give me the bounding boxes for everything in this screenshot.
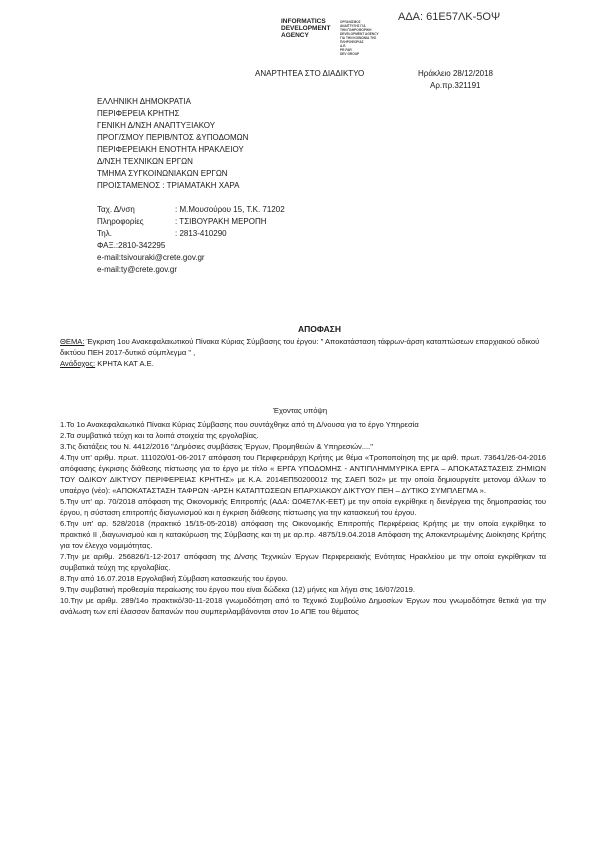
header-line: ΠΕΡΙΦΕΡΕΙΑΚΗ ΕΝΟΤΗΤΑ ΗΡΑΚΛΕΙΟΥ	[97, 145, 244, 154]
email-2[interactable]: e-mail:ty@crete.gov.gr	[97, 265, 177, 274]
header-line: ΕΛΛΗΝΙΚΗ ΔΗΜΟΚΡΑΤΙΑ	[97, 97, 191, 106]
logo-seal-text: ΟΡΓΑΝΙΣΜΟΣ ΑΝΑΠΤΥΞΗΣ ΓΙΑ ΤΗΝ ΠΛΗΡΟΦΟΡΙΚΗ DEVELOPMENT AGENCY ΓΙΑ ΤΗΝ ΚΟΙΝΩΝΙΑ ΤΗΣ ΠΛΗΡΟΦΟΡΙΑΣ Α.Ε. PR FAR DEV GROUP	[340, 20, 379, 56]
subject-text: Έγκριση 1ου Ανακεφαλαιωτικού Πίνακα Κύριας Σύμβασης του έργου: " Αποκατάσταση τάφρων-άρση καταπτώσεων επαρχιακού οδικού δικτύου ΠΕΗ 2017-δυτικό σύμπλεγμα " ,	[60, 337, 540, 357]
list-item: 1.Το 1ο Ανακεφαλαιωτικό Πίνακα Κύριας Σύμβασης που συντάχθηκε από τη Δ/νουσα για το έργο Υπηρεσία	[60, 420, 419, 429]
contact-key: Τηλ.	[97, 229, 112, 238]
contact-value: : Μ.Μουσούρου 15, Τ.Κ. 71202	[175, 205, 285, 214]
considerations-list	[60, 419, 546, 617]
logo-name	[281, 18, 339, 40]
contact-value: : 2813-410290	[175, 229, 227, 238]
contact-key: Πληροφορίες	[97, 217, 144, 226]
posting-notice: ΑΝΑΡΤΗΤΕΑ ΣΤΟ ΔΙΑΔΙΚΤΥΟ	[255, 69, 365, 78]
protocol-number: Αρ.πρ.321191	[430, 81, 481, 90]
header-line: ΤΜΗΜΑ ΣΥΓΚΟΙΝΩΝΙΑΚΩΝ ΕΡΓΩΝ	[97, 169, 228, 178]
contractor-label: Ανάδοχος:	[60, 359, 96, 368]
fax-number: ΦΑΞ.:2810-342295	[97, 241, 166, 250]
issuer-header	[97, 96, 248, 192]
considering-heading: Έχοντας υπόψη	[273, 406, 328, 415]
list-item: 6.Την υπ' αρ. 528/2018 (πρακτικό 15/15-05-2018) απόφαση της Οικονομικής Επιτροπής Περιφέρειας Κρήτης με την οποία εγκρίθηκε το πρακτικό ΙΙ ,διαγωνισμού και η κατακύρωση της Σύμβασης και τη με αρ.πρ. 4875/19.04.2018 Απόφαση της Αποκεντρωμένης Διοίκησης Κρήτης για τον έλεγχο νομιμότητας.	[60, 519, 546, 550]
contractor-name: ΚΡΗΤΑ ΚΑΤ Α.Ε.	[95, 359, 154, 368]
header-line: ΓΕΝΙΚΗ Δ/ΝΣΗ ΑΝΑΠΤΥΞΙΑΚΟΥ	[97, 121, 216, 130]
contact-row	[97, 216, 285, 228]
logo-line-3: AGENCY	[281, 32, 309, 40]
header-line: ΠΡΟΙΣΤΑΜΕΝΟΣ : ΤΡΙΑΜΑΤΑΚΗ ΧΑΡΑ	[97, 181, 240, 190]
list-item: 10.Την με αριθμ. 289/14ο πρακτικό/30-11-2018 γνωμοδότηση από το Τεχνικό Συμβούλιο Δημοσίων Έργων που γνωμοδότησε θετικά για την ανάλωση των επί έλασσον δαπανών που συμπεριλαμβάνονται στον 1ο ΑΠΕ του θέματος	[60, 596, 546, 616]
list-item: 4.Την υπ' αριθμ. πρωτ. 111020/01-06-2017 απόφαση του Περιφερειάρχη Κρήτης με θέμα «Τροποποίηση της με αριθ. πρωτ. 73641/26-04-2016 απόφασης έγκρισης διάθεσης πίστωσης για το έργο με τίτλο « ΕΡΓΑ ΥΠΟΔΟΜΗΣ - ΑΝΤΙΠΛΗΜΜΥΡΙΚΑ ΕΡΓΑ – ΑΠΟΚΑΤΑΣΤΑΣΕΙΣ ΖΗΜΙΩΝ ΤΟΥ ΟΔΙΚΟΥ ΔΙΚΤΥΟΥ ΠΕΡΙΦΕΡΕΙΑΣ ΚΡΗΤΗΣ» με Κ.Α. 2014ΕΠ50200012 της ΣΑΕΠ 502» με την οποία δημιουργείτε μετονομ άλλων το υπαέργο (νέο): «ΑΠΟΚΑΤΑΣΤΑΣΗ ΤΑΦΡΩΝ -ΑΡΣΗ ΚΑΤΑΠΤΩΣΕΩΝ ΕΠΑΡΧΙΑΚΟΥ ΔΙΚΤΥΟΥ ΠΕΗ – ΔΥΤΙΚΟ ΣΥΜΠΛΕΓΜΑ ».	[60, 453, 546, 495]
list-item: 2.Τα συμβατικά τεύχη και τα λοιπά στοιχεία της εργολαβίας.	[60, 431, 259, 440]
list-item: 8.Την από 16.07.2018 Εργολαβική Σύμβαση κατασκευής του έργου.	[60, 574, 288, 583]
logo-line-2: DEVELOPMENT	[281, 25, 331, 33]
contact-key: Ταχ. Δ/νση	[97, 205, 135, 214]
email-1[interactable]: e-mail:tsivouraki@crete.gov.gr	[97, 253, 205, 262]
subject-block	[60, 336, 546, 369]
contact-details	[97, 204, 285, 276]
header-line: Δ/ΝΣΗ ΤΕΧΝΙΚΩΝ ΕΡΓΩΝ	[97, 157, 193, 166]
header-line: ΠΡΟΓ/ΣΜΟΥ ΠΕΡΙΒ/ΝΤΟΣ &ΥΠΟΔΟΜΩΝ	[97, 133, 249, 142]
list-item: 7.Την με αριθμ. 256826/1-12-2017 απόφαση της Δ/νσης Τεχνικών Έργων Περιφερειακής Ενότητας Ηρακλείου με την οποία εγκρίθηκαν τα συμβατικά τεύχη της εργολαβίας.	[60, 552, 546, 572]
list-item: 9.Την συμβατική προθεσμία περαίωσης του έργου που είναι δώδεκα (12) μήνες και λήγει στις 16/07/2019.	[60, 585, 415, 594]
logo-line-1: INFORMATICS	[281, 18, 326, 25]
list-item: 3.Τις διατάξεις του Ν. 4412/2016 "Δημόσιες συμβάσεις Έργων, Προμηθειών & Υπηρεσιών...."	[60, 442, 373, 451]
contact-value: : ΤΣΙΒΟΥΡΑΚΗ ΜΕΡΟΠΗ	[175, 217, 267, 226]
list-item: 5.Την υπ' αρ. 70/2018 απόφαση της Οικονομικής Επιτροπής (ΑΔΑ: Ω04Ε7ΛΚ-ΕΕΤ) με την οποία εγκρίθηκε η διενέργεια της δημοπρασίας του έργου, η σύσταση επιτροπής διαγωνισμού και η έγκριση διάθεσης πίστωσης για την κατασκευή του έργου.	[60, 497, 546, 517]
document-date: Ηράκλειο 28/12/2018	[418, 69, 494, 78]
contact-row	[97, 204, 285, 216]
decision-title: ΑΠΟΦΑΣΗ	[298, 324, 342, 334]
contact-row	[97, 228, 285, 240]
subject-label: ΘΕΜΑ:	[60, 337, 85, 346]
agency-logo	[281, 18, 401, 58]
header-line: ΠΕΡΙΦΕΡΕΙΑ ΚΡΗΤΗΣ	[97, 109, 180, 118]
ada-code: ΑΔΑ: 61Ε57ΛΚ-5ΟΨ	[398, 11, 501, 23]
